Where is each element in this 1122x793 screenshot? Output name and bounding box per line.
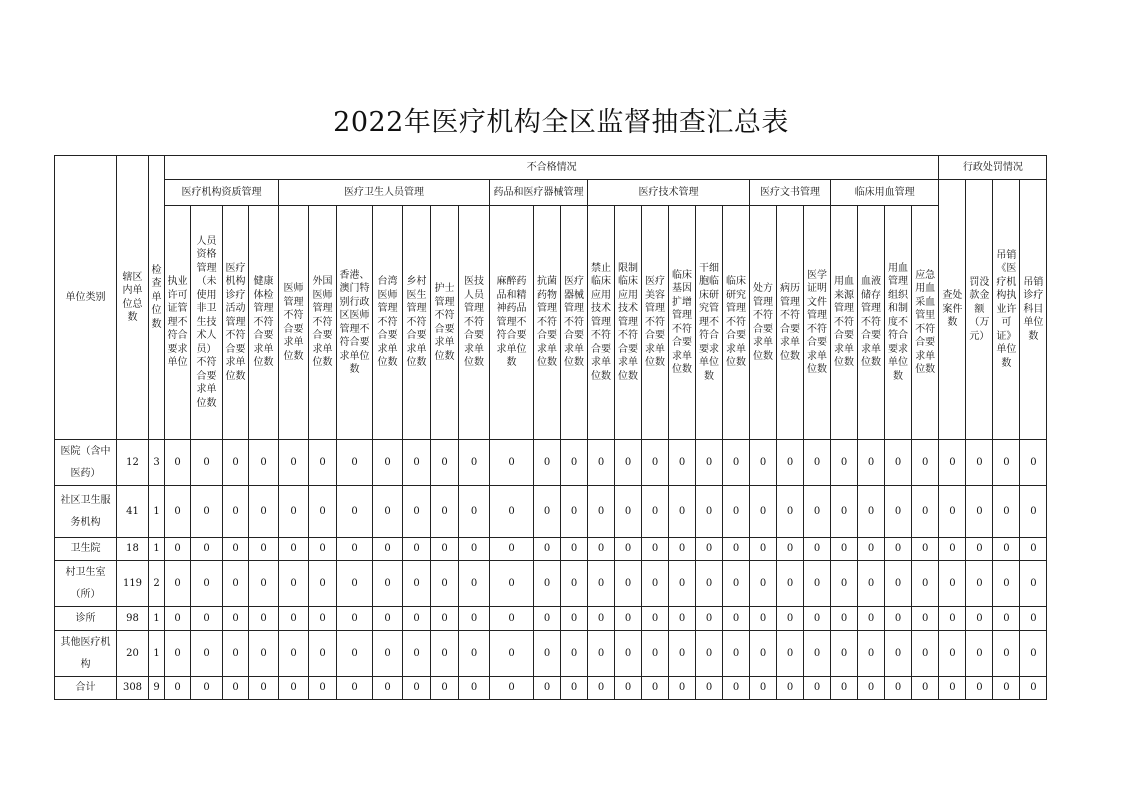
value-cell: 0 <box>804 607 831 631</box>
value-cell: 0 <box>165 486 191 538</box>
value-cell: 0 <box>669 440 696 486</box>
value-cell: 0 <box>561 486 588 538</box>
value-cell: 0 <box>642 631 669 677</box>
value-cell: 0 <box>165 561 191 607</box>
penalty-value-cell: 0 <box>939 486 966 538</box>
value-cell: 0 <box>696 677 723 700</box>
group-personnel-header: 医疗卫生人员管理 <box>279 180 490 206</box>
penalty-value-cell: 0 <box>1020 486 1047 538</box>
value-cell: 0 <box>490 607 534 631</box>
value-cell: 0 <box>373 561 403 607</box>
total-units-header: 辖区内单位总数 <box>117 156 149 440</box>
penalty-value-cell: 0 <box>1020 561 1047 607</box>
unit-type-cell: 医院（含中医药） <box>55 440 117 486</box>
value-cell: 0 <box>615 607 642 631</box>
value-cell: 0 <box>561 607 588 631</box>
value-cell: 0 <box>459 440 490 486</box>
value-cell: 0 <box>534 631 561 677</box>
value-cell: 0 <box>912 538 939 561</box>
penalty-value-cell: 0 <box>939 561 966 607</box>
value-cell: 0 <box>561 538 588 561</box>
value-cell: 0 <box>431 561 459 607</box>
value-cell: 0 <box>191 631 223 677</box>
item-header: 台湾医师管理不符合要求单位数 <box>373 206 403 440</box>
table-row <box>55 631 1047 677</box>
item-header: 医疗机构诊疗活动管理不符合要求单位数 <box>223 206 249 440</box>
value-cell: 0 <box>750 631 777 677</box>
value-cell: 0 <box>490 677 534 700</box>
penalty-value-cell: 0 <box>966 486 993 538</box>
table-row <box>55 486 1047 538</box>
unit-type-cell: 合计 <box>55 677 117 700</box>
value-cell: 0 <box>165 440 191 486</box>
value-cell: 0 <box>831 538 858 561</box>
group-drugs-header: 药品和医疗器械管理 <box>490 180 588 206</box>
item-header: 医学证明文件管理不符合要求单位数 <box>804 206 831 440</box>
value-cell: 0 <box>777 561 804 607</box>
value-cell: 0 <box>750 538 777 561</box>
value-cell: 0 <box>534 486 561 538</box>
penalty-value-cell: 0 <box>993 538 1020 561</box>
value-cell: 0 <box>249 538 279 561</box>
penalty-value-cell: 0 <box>939 440 966 486</box>
value-cell: 0 <box>459 607 490 631</box>
value-cell: 0 <box>309 538 337 561</box>
value-cell: 0 <box>223 561 249 607</box>
value-cell: 0 <box>279 538 309 561</box>
checked-units-cell: 1 <box>149 631 165 677</box>
item-header: 医师管理不符合要求单位数 <box>279 206 309 440</box>
value-cell: 0 <box>723 677 750 700</box>
value-cell: 0 <box>858 631 885 677</box>
value-cell: 0 <box>337 677 373 700</box>
value-cell: 0 <box>191 607 223 631</box>
value-cell: 0 <box>490 561 534 607</box>
item-header: 病历管理不符合要求单位数 <box>777 206 804 440</box>
item-header: 医疗美容管理不符合要求单位数 <box>642 206 669 440</box>
value-cell: 0 <box>309 486 337 538</box>
penalty-value-cell: 0 <box>993 561 1020 607</box>
value-cell: 0 <box>723 561 750 607</box>
value-cell: 0 <box>165 607 191 631</box>
value-cell: 0 <box>337 561 373 607</box>
value-cell: 0 <box>885 631 912 677</box>
value-cell: 0 <box>696 561 723 607</box>
value-cell: 0 <box>223 486 249 538</box>
value-cell: 0 <box>615 677 642 700</box>
total-units-cell: 20 <box>117 631 149 677</box>
value-cell: 0 <box>534 561 561 607</box>
value-cell: 0 <box>191 538 223 561</box>
penalty-value-cell: 0 <box>1020 607 1047 631</box>
value-cell: 0 <box>669 677 696 700</box>
checked-units-header: 检查单位数 <box>149 156 165 440</box>
value-cell: 0 <box>309 440 337 486</box>
item-header: 用血来源管理不符合要求单位数 <box>831 206 858 440</box>
penalty-value-cell: 0 <box>993 677 1020 700</box>
value-cell: 0 <box>588 631 615 677</box>
penalty-value-cell: 0 <box>1020 440 1047 486</box>
value-cell: 0 <box>696 486 723 538</box>
value-cell: 0 <box>490 440 534 486</box>
value-cell: 0 <box>191 440 223 486</box>
value-cell: 0 <box>431 486 459 538</box>
item-header: 健康体检管理不符合要求单位数 <box>249 206 279 440</box>
value-cell: 0 <box>723 607 750 631</box>
value-cell: 0 <box>223 440 249 486</box>
item-header: 临床基因扩增管理不符合要求单位数 <box>669 206 696 440</box>
value-cell: 0 <box>373 538 403 561</box>
value-cell: 0 <box>249 677 279 700</box>
value-cell: 0 <box>249 440 279 486</box>
penalty-value-cell: 0 <box>1020 538 1047 561</box>
total-units-cell: 18 <box>117 538 149 561</box>
checked-units-cell: 1 <box>149 607 165 631</box>
item-header: 禁止临床应用技术管理不符合要求单位数 <box>588 206 615 440</box>
value-cell: 0 <box>223 538 249 561</box>
penalty-value-cell: 0 <box>1020 631 1047 677</box>
value-cell: 0 <box>615 440 642 486</box>
value-cell: 0 <box>858 607 885 631</box>
unit-type-cell: 卫生院 <box>55 538 117 561</box>
value-cell: 0 <box>403 607 431 631</box>
value-cell: 0 <box>912 631 939 677</box>
value-cell: 0 <box>642 561 669 607</box>
table-row <box>55 607 1047 631</box>
table-row <box>55 440 1047 486</box>
item-header: 香港、澳门特别行政区医师管理不符合要求单位数 <box>337 206 373 440</box>
value-cell: 0 <box>696 440 723 486</box>
item-header: 用血管理组织和制度不符合要求单位数 <box>885 206 912 440</box>
page-title: 2022年医疗机构全区监督抽查汇总表 <box>333 107 789 138</box>
value-cell: 0 <box>804 486 831 538</box>
penalty-value-cell: 0 <box>966 631 993 677</box>
value-cell: 0 <box>777 538 804 561</box>
item-header: 医技人员管理不符合要求单位数 <box>459 206 490 440</box>
value-cell: 0 <box>804 631 831 677</box>
unit-type-cell: 村卫生室（所） <box>55 561 117 607</box>
value-cell: 0 <box>588 486 615 538</box>
value-cell: 0 <box>804 538 831 561</box>
value-cell: 0 <box>669 631 696 677</box>
value-cell: 0 <box>912 561 939 607</box>
value-cell: 0 <box>459 486 490 538</box>
value-cell: 0 <box>373 631 403 677</box>
checked-units-cell: 1 <box>149 486 165 538</box>
value-cell: 0 <box>403 440 431 486</box>
penalty-value-cell: 0 <box>993 440 1020 486</box>
value-cell: 0 <box>431 538 459 561</box>
value-cell: 0 <box>723 631 750 677</box>
value-cell: 0 <box>723 486 750 538</box>
item-header: 乡村医生管理不符合要求单位数 <box>403 206 431 440</box>
value-cell: 0 <box>279 631 309 677</box>
value-cell: 0 <box>615 538 642 561</box>
value-cell: 0 <box>804 561 831 607</box>
value-cell: 0 <box>588 607 615 631</box>
value-cell: 0 <box>831 607 858 631</box>
value-cell: 0 <box>615 561 642 607</box>
value-cell: 0 <box>912 607 939 631</box>
penalty-value-cell: 0 <box>966 677 993 700</box>
value-cell: 0 <box>858 677 885 700</box>
table-row <box>55 677 1047 700</box>
value-cell: 0 <box>588 440 615 486</box>
value-cell: 0 <box>403 486 431 538</box>
value-cell: 0 <box>642 440 669 486</box>
noncompliance-header: 不合格情况 <box>165 156 939 180</box>
value-cell: 0 <box>279 607 309 631</box>
item-header: 人员资格管理（未使用非卫生技术人员）不符合要求单位数 <box>191 206 223 440</box>
unit-type-cell: 其他医疗机构 <box>55 631 117 677</box>
value-cell: 0 <box>165 538 191 561</box>
penalty-value-cell: 0 <box>939 677 966 700</box>
value-cell: 0 <box>615 486 642 538</box>
value-cell: 0 <box>885 607 912 631</box>
penalty-header: 查处案件数 <box>939 180 966 440</box>
value-cell: 0 <box>191 486 223 538</box>
value-cell: 0 <box>885 486 912 538</box>
value-cell: 0 <box>804 440 831 486</box>
value-cell: 0 <box>831 631 858 677</box>
value-cell: 0 <box>858 486 885 538</box>
unit-type-header: 单位类别 <box>55 156 117 440</box>
value-cell: 0 <box>534 538 561 561</box>
group-technology-header: 医疗技术管理 <box>588 180 750 206</box>
value-cell: 0 <box>337 440 373 486</box>
value-cell: 0 <box>249 561 279 607</box>
value-cell: 0 <box>669 561 696 607</box>
value-cell: 0 <box>165 631 191 677</box>
value-cell: 0 <box>750 561 777 607</box>
value-cell: 0 <box>858 561 885 607</box>
value-cell: 0 <box>534 607 561 631</box>
value-cell: 0 <box>615 631 642 677</box>
value-cell: 0 <box>885 677 912 700</box>
item-header: 外国医师管理不符合要求单位数 <box>309 206 337 440</box>
value-cell: 0 <box>696 538 723 561</box>
unit-type-cell: 社区卫生服务机构 <box>55 486 117 538</box>
value-cell: 0 <box>750 607 777 631</box>
value-cell: 0 <box>309 607 337 631</box>
group-qualification-header: 医疗机构资质管理 <box>165 180 279 206</box>
group-documents-header: 医疗文书管理 <box>750 180 831 206</box>
value-cell: 0 <box>777 631 804 677</box>
value-cell: 0 <box>459 677 490 700</box>
total-units-cell: 119 <box>117 561 149 607</box>
value-cell: 0 <box>223 607 249 631</box>
value-cell: 0 <box>309 631 337 677</box>
value-cell: 0 <box>191 561 223 607</box>
value-cell: 0 <box>337 607 373 631</box>
value-cell: 0 <box>191 677 223 700</box>
value-cell: 0 <box>750 440 777 486</box>
value-cell: 0 <box>403 538 431 561</box>
value-cell: 0 <box>223 631 249 677</box>
checked-units-cell: 1 <box>149 538 165 561</box>
group-blood-header: 临床用血管理 <box>831 180 939 206</box>
item-header: 应急用血采血管里不符合要求单位数 <box>912 206 939 440</box>
value-cell: 0 <box>669 607 696 631</box>
value-cell: 0 <box>777 440 804 486</box>
value-cell: 0 <box>696 607 723 631</box>
penalty-value-cell: 0 <box>993 607 1020 631</box>
value-cell: 0 <box>831 677 858 700</box>
value-cell: 0 <box>858 538 885 561</box>
value-cell: 0 <box>642 538 669 561</box>
value-cell: 0 <box>642 677 669 700</box>
value-cell: 0 <box>431 631 459 677</box>
value-cell: 0 <box>373 607 403 631</box>
value-cell: 0 <box>403 561 431 607</box>
item-header: 抗菌药物管理不符合要求单位数 <box>534 206 561 440</box>
value-cell: 0 <box>561 561 588 607</box>
value-cell: 0 <box>459 538 490 561</box>
value-cell: 0 <box>337 538 373 561</box>
value-cell: 0 <box>912 677 939 700</box>
value-cell: 0 <box>373 440 403 486</box>
item-header: 临床研究管理不符合要求单位数 <box>723 206 750 440</box>
value-cell: 0 <box>459 561 490 607</box>
value-cell: 0 <box>459 631 490 677</box>
penalty-header: 罚没款金额（万元） <box>966 180 993 440</box>
item-header: 限制临床应用技术管理不符合要求单位数 <box>615 206 642 440</box>
value-cell: 0 <box>431 677 459 700</box>
value-cell: 0 <box>337 486 373 538</box>
item-header: 医疗器械管理不符合要求单位数 <box>561 206 588 440</box>
penalty-value-cell: 0 <box>966 561 993 607</box>
item-header: 护士管理不符合要求单位数 <box>431 206 459 440</box>
value-cell: 0 <box>431 607 459 631</box>
value-cell: 0 <box>431 440 459 486</box>
value-cell: 0 <box>309 561 337 607</box>
value-cell: 0 <box>403 677 431 700</box>
value-cell: 0 <box>249 607 279 631</box>
value-cell: 0 <box>534 677 561 700</box>
value-cell: 0 <box>490 538 534 561</box>
value-cell: 0 <box>723 538 750 561</box>
item-header: 干细胞临床研究管理不符合要求单位数 <box>696 206 723 440</box>
total-units-cell: 12 <box>117 440 149 486</box>
value-cell: 0 <box>165 677 191 700</box>
item-header: 血液储存管理不符合要求单位数 <box>858 206 885 440</box>
value-cell: 0 <box>858 440 885 486</box>
total-units-cell: 308 <box>117 677 149 700</box>
checked-units-cell: 9 <box>149 677 165 700</box>
value-cell: 0 <box>750 677 777 700</box>
value-cell: 0 <box>723 440 750 486</box>
value-cell: 0 <box>831 486 858 538</box>
value-cell: 0 <box>669 486 696 538</box>
value-cell: 0 <box>561 677 588 700</box>
table-row <box>55 561 1047 607</box>
penalty-value-cell: 0 <box>939 538 966 561</box>
inspection-summary-table <box>54 155 1047 700</box>
total-units-cell: 41 <box>117 486 149 538</box>
value-cell: 0 <box>279 486 309 538</box>
value-cell: 0 <box>249 486 279 538</box>
value-cell: 0 <box>534 440 561 486</box>
value-cell: 0 <box>696 631 723 677</box>
item-header: 处方管理不符合要求单位数 <box>750 206 777 440</box>
value-cell: 0 <box>490 486 534 538</box>
value-cell: 0 <box>279 440 309 486</box>
penalty-header: 吊销诊疗科目单位数 <box>1020 180 1047 440</box>
value-cell: 0 <box>561 440 588 486</box>
checked-units-cell: 2 <box>149 561 165 607</box>
value-cell: 0 <box>885 440 912 486</box>
value-cell: 0 <box>561 631 588 677</box>
item-header: 执业许可证管理不符合要求单位 <box>165 206 191 440</box>
value-cell: 0 <box>403 631 431 677</box>
value-cell: 0 <box>804 677 831 700</box>
value-cell: 0 <box>831 561 858 607</box>
checked-units-cell: 3 <box>149 440 165 486</box>
value-cell: 0 <box>249 631 279 677</box>
value-cell: 0 <box>885 538 912 561</box>
value-cell: 0 <box>373 677 403 700</box>
penalty-value-cell: 0 <box>939 607 966 631</box>
value-cell: 0 <box>750 486 777 538</box>
value-cell: 0 <box>373 486 403 538</box>
penalty-value-cell: 0 <box>966 607 993 631</box>
unit-type-cell: 诊所 <box>55 607 117 631</box>
value-cell: 0 <box>223 677 249 700</box>
value-cell: 0 <box>669 538 696 561</box>
value-cell: 0 <box>912 440 939 486</box>
value-cell: 0 <box>912 486 939 538</box>
admin-penalty-header: 行政处罚情况 <box>939 156 1047 180</box>
value-cell: 0 <box>337 631 373 677</box>
value-cell: 0 <box>777 486 804 538</box>
penalty-value-cell: 0 <box>939 631 966 677</box>
penalty-value-cell: 0 <box>993 486 1020 538</box>
value-cell: 0 <box>885 561 912 607</box>
penalty-value-cell: 0 <box>993 631 1020 677</box>
table-row <box>55 538 1047 561</box>
item-header: 麻醉药品和精神药品管理不符合要求单位数 <box>490 206 534 440</box>
value-cell: 0 <box>279 677 309 700</box>
penalty-value-cell: 0 <box>1020 677 1047 700</box>
value-cell: 0 <box>588 561 615 607</box>
value-cell: 0 <box>309 677 337 700</box>
penalty-value-cell: 0 <box>966 538 993 561</box>
value-cell: 0 <box>642 486 669 538</box>
value-cell: 0 <box>588 677 615 700</box>
value-cell: 0 <box>831 440 858 486</box>
total-units-cell: 98 <box>117 607 149 631</box>
penalty-header: 吊销《医疗机构执业许可证》单位数 <box>993 180 1020 440</box>
value-cell: 0 <box>777 607 804 631</box>
value-cell: 0 <box>279 561 309 607</box>
value-cell: 0 <box>777 677 804 700</box>
penalty-value-cell: 0 <box>966 440 993 486</box>
value-cell: 0 <box>642 607 669 631</box>
value-cell: 0 <box>588 538 615 561</box>
value-cell: 0 <box>490 631 534 677</box>
